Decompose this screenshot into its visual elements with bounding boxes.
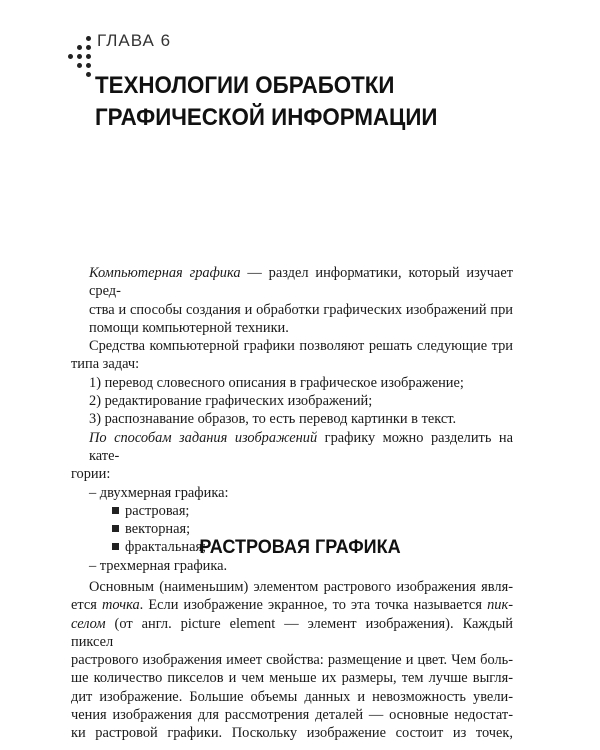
square-bullet-icon [112, 525, 119, 532]
square-bullet-icon [112, 507, 119, 514]
categories-line: По способам задания изображений графику можно разделить на кате- [89, 429, 513, 464]
intro-line: помощи компьютерной техники. [89, 319, 289, 336]
section-line: ется точка. Если изображение экранное, то эта точка называется пик- [71, 597, 513, 614]
section-line: чения изображения для рассмотрения деталей — основные недостат- [71, 707, 513, 724]
sub-item: растровая; [89, 502, 513, 520]
intro-line: ства и способы создания и обработки графических изображений при [89, 301, 513, 318]
section-line: дит изображение. Большие объемы данных и невозможность увели- [71, 688, 513, 705]
chapter-label: ГЛАВА 6 [97, 31, 172, 50]
sub-item: фрактальная; [89, 538, 513, 556]
two-d-graphics: – двухмерная графика: [89, 484, 229, 501]
chapter-title-line-1: ТЕХНОЛОГИИ ОБРАБОТКИ [95, 72, 395, 99]
section-line: растрового изображения имеет свойства: размещение и цвет. Чем боль- [71, 652, 513, 669]
intro-line: Компьютерная графика — раздел информатики, который изучает сред- [89, 265, 513, 300]
three-d-graphics: – трехмерная графика. [89, 557, 228, 574]
intro-line: Средства компьютерной графики позволяют решать следующие три [89, 338, 513, 355]
section-line: ше количество пикселов и чем меньше их размеры, тем лучше выгля- [71, 670, 513, 687]
sub-item: векторная; [89, 520, 513, 538]
intro-line: типа задач: [71, 356, 140, 373]
task-item: 2) редактирование графических изображений; [89, 393, 373, 410]
section-title: РАСТРОВАЯ ГРАФИКА [199, 537, 401, 558]
section-line: селом (от англ. picture element — элемент изображения). Каждый пиксел [71, 615, 513, 650]
chapter-title [95, 70, 532, 134]
task-item: 1) перевод словесного описания в графическое изображение; [89, 374, 464, 391]
chapter-title-line-2: ГРАФИЧЕСКОЙ ИНФОРМАЦИИ [95, 104, 438, 131]
task-item: 3) распознавание образов, то есть перевод картинки в текст. [89, 411, 457, 428]
section-line: Основным (наименьшим) элементом растрового изображения явля- [89, 579, 513, 595]
intro-text [71, 264, 513, 575]
section-text [71, 578, 513, 743]
categories-line: гории: [71, 466, 111, 483]
dot-ornament [56, 28, 92, 74]
section-line: ки растровой графики. Поскольку изображение состоит из точек, [71, 725, 513, 742]
